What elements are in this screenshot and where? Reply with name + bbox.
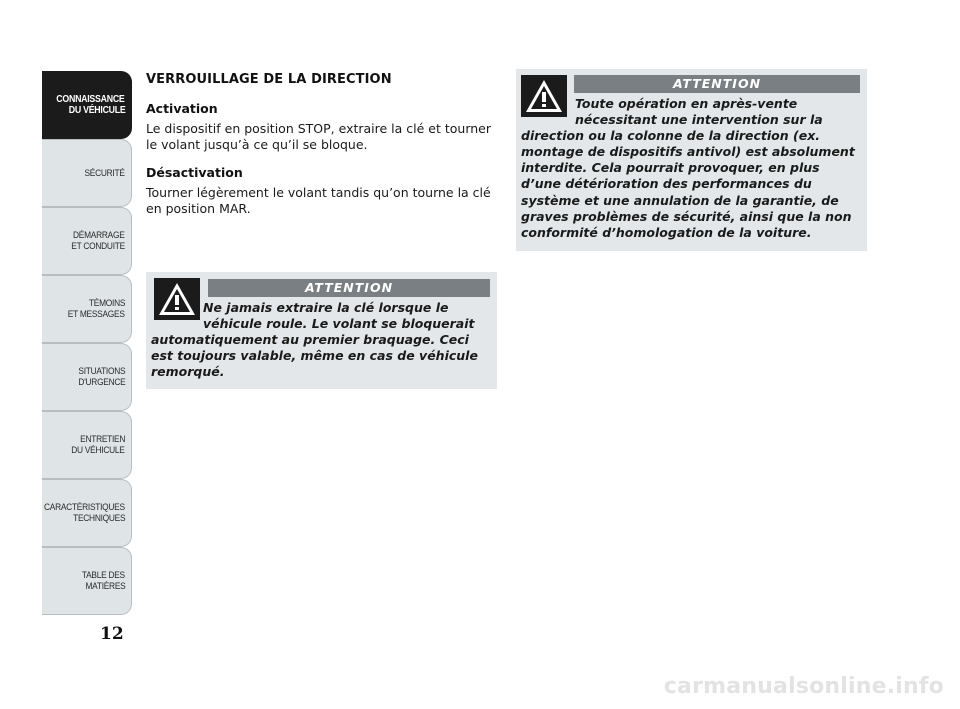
tab-label-line: TECHNIQUES	[72, 513, 125, 524]
tab-label-line: CARACTÉRISTIQUES	[44, 502, 125, 513]
section-title: VERROUILLAGE DE LA DIRECTION	[146, 72, 392, 87]
attention-line: graves problèmes de sécurité, ainsi que la non	[521, 208, 852, 224]
tab-caracteristiques-techniques[interactable]	[42, 479, 132, 547]
tab-label-line: TABLE DES	[81, 570, 125, 581]
attention-line: direction ou la colonne de la direction (ex.	[521, 128, 821, 144]
tab-label-line: MATIÈRES	[84, 581, 125, 592]
attention-line: Ne jamais extraire la clé lorsque le	[203, 300, 449, 315]
watermark-text: carmanualsonline.info	[663, 674, 944, 699]
tab-situations-d-urgence[interactable]	[42, 343, 132, 411]
deactivation-text: Tourner légèrement le volant tandis qu’on tourne la clé en position MAR.	[146, 185, 491, 216]
attention-box-key	[146, 272, 497, 389]
tab-demarrage-et-conduite[interactable]	[42, 207, 132, 275]
attention-box-steering	[516, 69, 867, 251]
tab-connaissance-du-vehicule[interactable]	[42, 71, 132, 139]
tab-table-des-matieres[interactable]	[42, 547, 132, 615]
attention-line: d’une détérioration des performances du	[521, 176, 812, 192]
tab-label-line: SITUATIONS	[78, 366, 125, 377]
activation-heading: Activation	[146, 101, 218, 116]
attention-line: conformité d’homologation de la voiture.	[521, 224, 812, 240]
attention-line: automatiquement au premier braquage. Ceci	[151, 332, 469, 348]
tab-label-line: ENTRETIEN	[79, 434, 125, 445]
main-column	[146, 72, 498, 229]
attention-line: remorqué.	[151, 364, 225, 380]
attention-line: montage de dispositifs antivol) est absolument	[521, 144, 855, 160]
attention-line: nécessitant une intervention sur la	[575, 112, 823, 128]
chapter-tabs	[42, 71, 133, 615]
attention-banner: ATTENTION	[574, 75, 860, 93]
attention-line: Toute opération en après-vente	[575, 96, 798, 111]
attention-line: interdite. Cela pourrait provoquer, en plus	[521, 160, 820, 176]
tab-label-line: DÉMARRAGE	[73, 230, 125, 241]
attention-banner: ATTENTION	[208, 279, 490, 297]
tab-label-line: DU VÉHICULE	[71, 445, 125, 456]
tab-label-line: DU VÉHICULE	[68, 105, 125, 116]
tab-label-line: CONNAISSANCE	[56, 94, 125, 105]
attention-line: système et une annulation de la garantie, de	[521, 192, 839, 208]
tab-securite[interactable]	[42, 139, 132, 207]
page-number: 12	[100, 624, 124, 644]
tab-label-line: SÉCURITÉ	[84, 167, 125, 179]
tab-label-line: ET MESSAGES	[68, 309, 125, 320]
attention-text	[521, 96, 865, 241]
activation-text: Le dispositif en position STOP, extraire la clé et tourner le volant jusqu’à ce qu’il se bloque.	[146, 121, 492, 152]
attention-line: véhicule roule. Le volant se bloquerait	[203, 316, 475, 332]
tab-label-line: ET CONDUITE	[71, 241, 125, 252]
tab-entretien-du-vehicule[interactable]	[42, 411, 132, 479]
attention-text	[151, 300, 495, 380]
attention-line: est toujours valable, même en cas de véhicule	[151, 348, 478, 364]
tab-label-line: TÉMOINS	[88, 298, 125, 309]
tab-temoins-et-messages[interactable]	[42, 275, 132, 343]
tab-label-line: D'URGENCE	[77, 377, 125, 388]
deactivation-heading: Désactivation	[146, 165, 243, 180]
